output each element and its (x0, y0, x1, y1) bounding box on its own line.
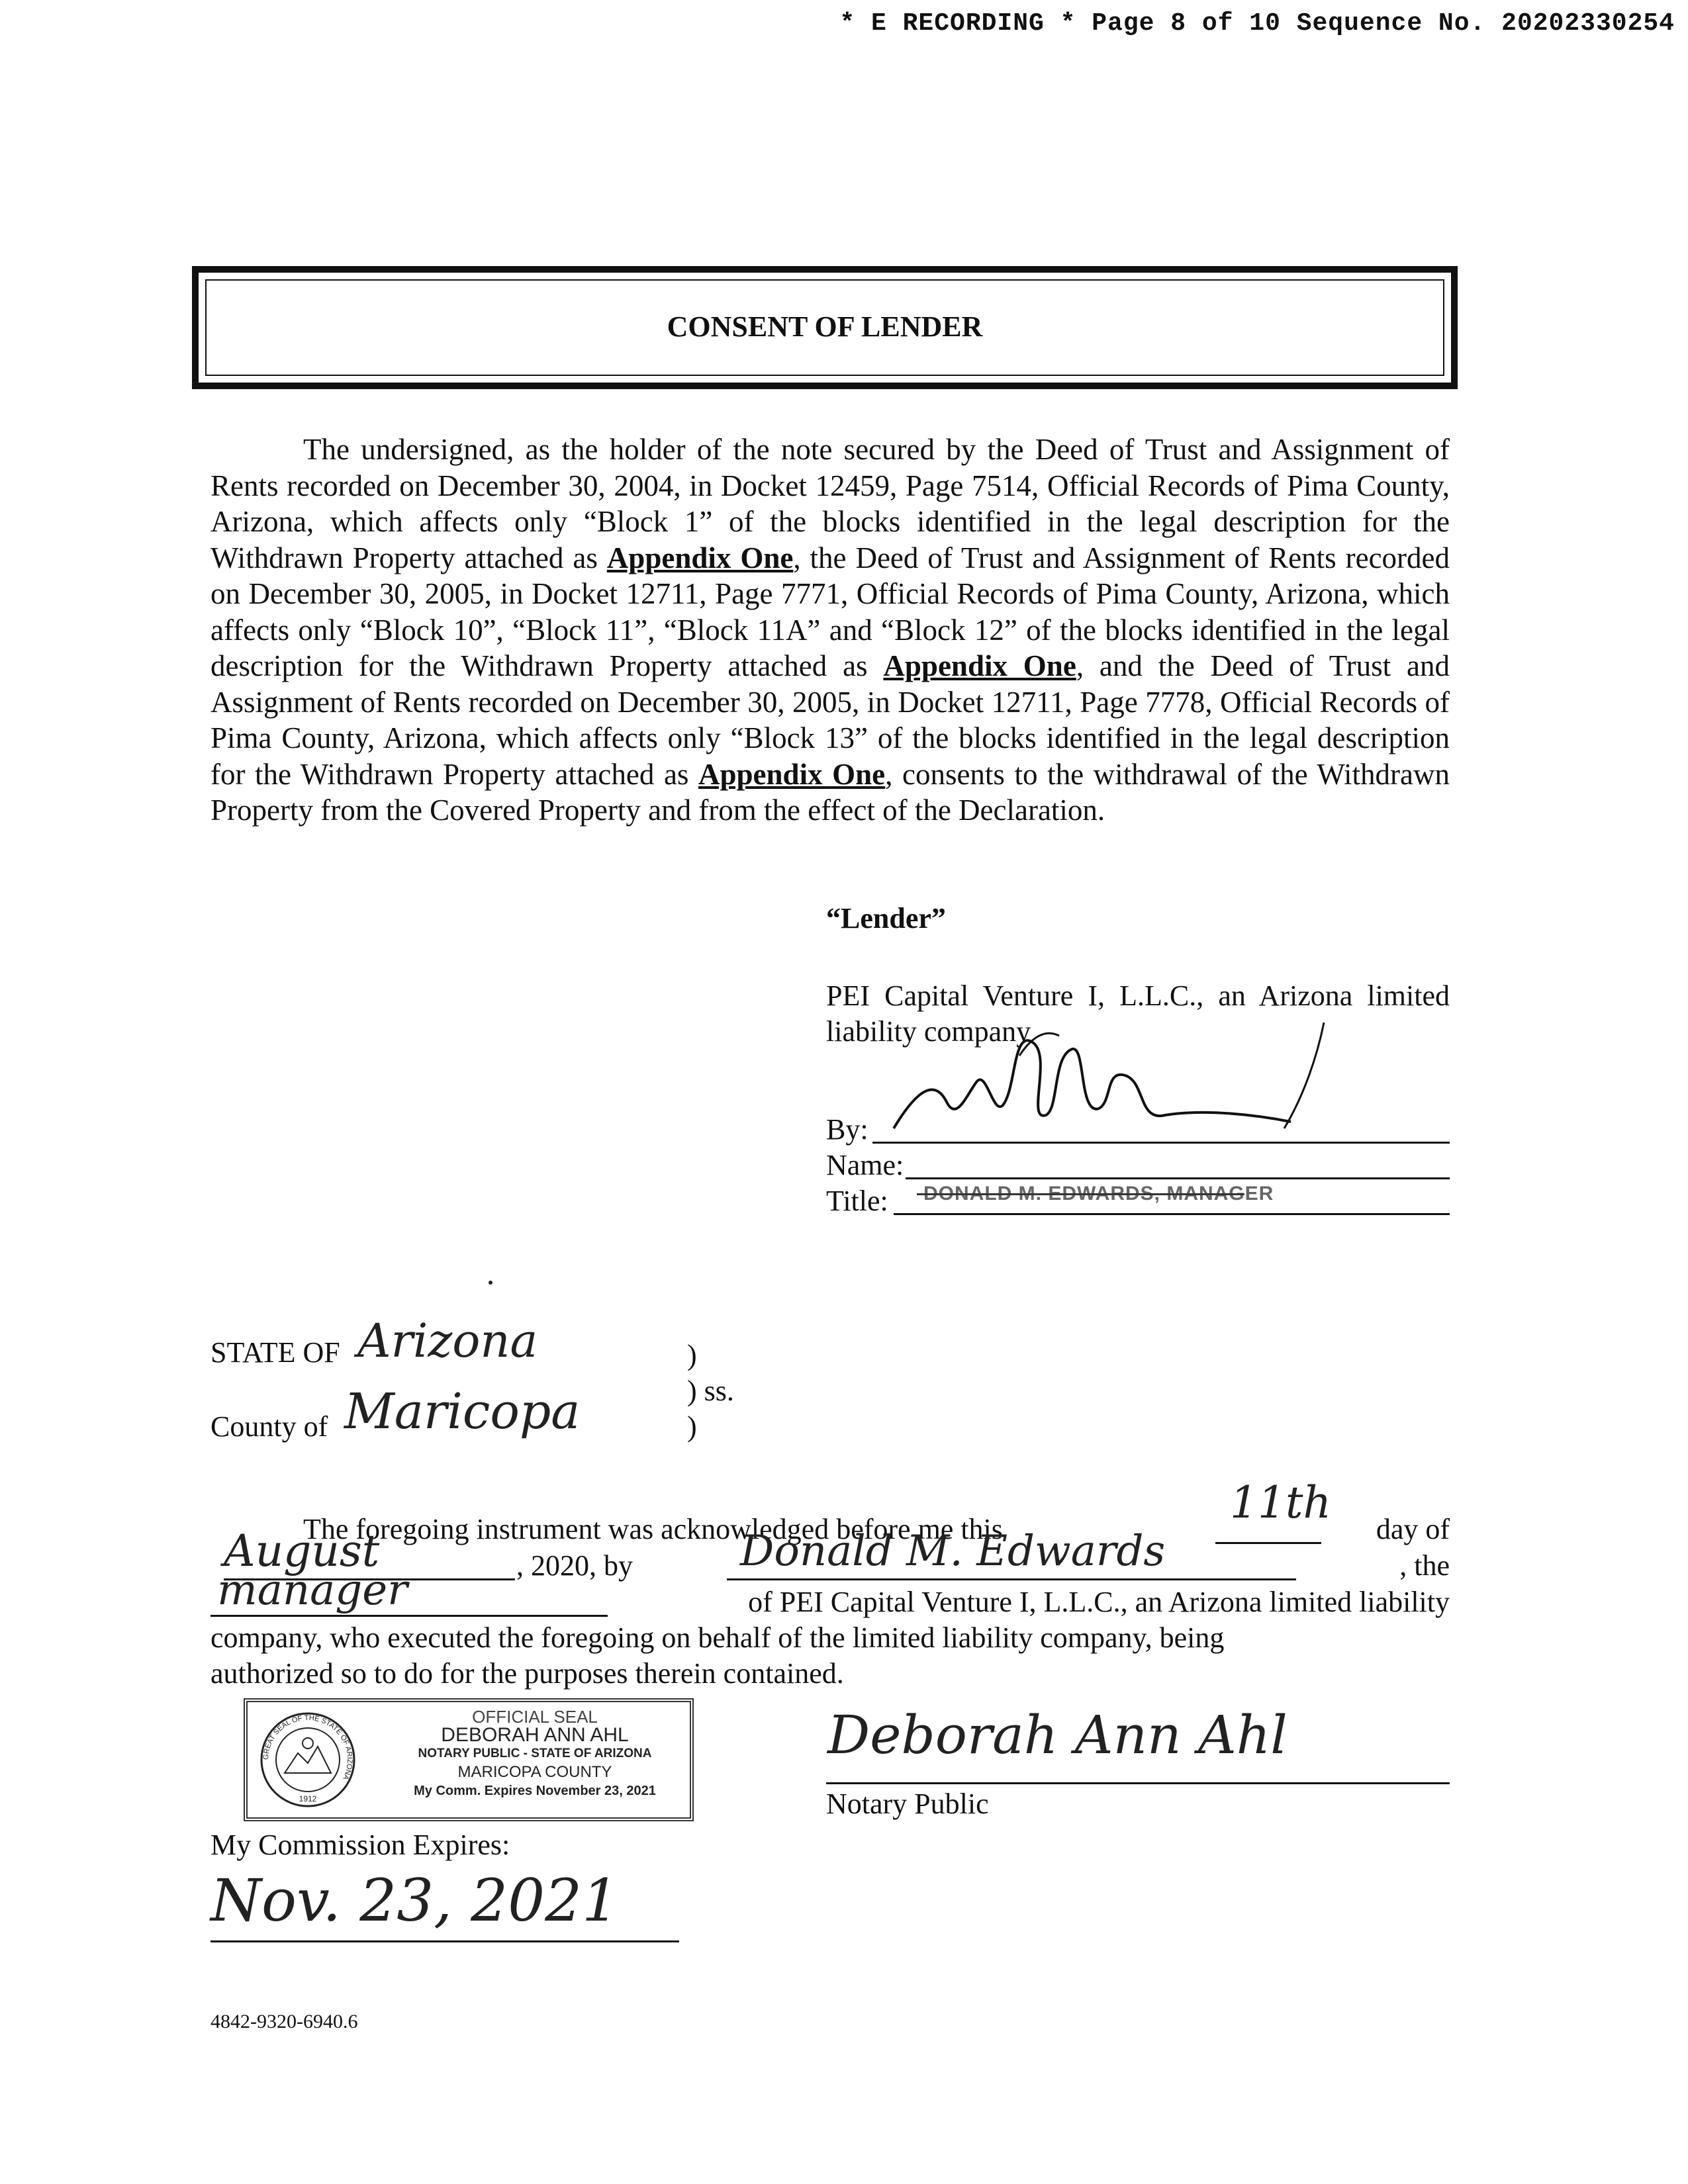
name-line (906, 1177, 1450, 1179)
seal-ring-text: GREAT SEAL OF THE STATE OF ARIZONA (261, 1713, 354, 1782)
venue-paren-1: ) (687, 1339, 697, 1371)
state-value: Arizona (357, 1314, 538, 1368)
commission-value: Nov. 23, 2021 (211, 1866, 620, 1934)
seal-line-2: DEBORAH ANN AHL (441, 1724, 629, 1746)
person-line (727, 1578, 1296, 1580)
name-label: Name: (826, 1149, 904, 1181)
role-line (211, 1615, 608, 1617)
seal-line-5: My Comm. Expires November 23, 2021 (414, 1784, 656, 1798)
county-label: County of (211, 1410, 328, 1443)
name-row (826, 1148, 1450, 1182)
stray-mark (489, 1281, 492, 1285)
ack-text-4: , the (1399, 1549, 1450, 1582)
lender-company: PEI Capital Venture I, L.L.C., an Arizona limited liability company (826, 979, 1450, 1048)
document-id: 4842-9320-6940.6 (211, 2011, 358, 2032)
day-line (1215, 1542, 1321, 1544)
document-title: CONSENT OF LENDER (667, 310, 983, 343)
para-part-1: The undersigned, as the holder of the note secured by the Deed of Trust and Assignment of Rents recorded on December 30, 2004, in Docket 12459, Page 7514, Official Records of Pima County, Arizona, which affects only “Block 1” of the blocks identified in the legal description for the Withdrawn Property attached as (211, 433, 1450, 574)
seal-text (387, 1707, 683, 1800)
county-value: Maricopa (344, 1383, 581, 1440)
notary-seal (244, 1698, 694, 1821)
arizona-state-seal-icon (258, 1710, 357, 1809)
role-value: manager (217, 1566, 408, 1615)
commission-line (211, 1940, 679, 1942)
by-row (826, 1112, 1450, 1146)
ack-text-1: The foregoing instrument was acknowledged before me this (303, 1513, 1003, 1545)
title-row (826, 1183, 1450, 1218)
title-line (894, 1213, 1450, 1215)
ack-text-2: day of (1376, 1513, 1450, 1545)
seal-year: 1912 (299, 1794, 317, 1803)
appendix-one-ref-1: Appendix One (606, 541, 794, 574)
appendix-one-ref-3: Appendix One (698, 757, 886, 791)
para-part-4: , consents to the withdrawal of the Withdrawn Property from the Covered Property and from the effect of the Declaration. (211, 757, 1450, 827)
consent-paragraph (211, 432, 1450, 829)
day-value: 11th (1230, 1477, 1332, 1528)
ack-text-5: of PEI Capital Venture I, L.L.C., an Arizona limited liability (748, 1586, 1450, 1618)
by-line (872, 1142, 1450, 1144)
svg-text:GREAT SEAL OF THE STATE OF ARI (262, 1714, 353, 1782)
state-label: STATE OF (211, 1336, 340, 1369)
para-part-2: , the Deed of Trust and Assignment of Rents recorded on December 30, 2005, in Docket 12711, Page 7771, Official Records of Pima County, Arizona, which affects only “Block 10”, “Block 11”, “Block 11A” and “Block 12” of the blocks identified in the legal description for the Withdrawn Property attached as (211, 541, 1450, 682)
seal-line-4: MARICOPA COUNTY (457, 1763, 612, 1781)
recording-header: * E RECORDING * Page 8 of 10 Sequence No. 20202330254 (839, 9, 1675, 38)
seal-line-1: OFFICIAL SEAL (472, 1707, 598, 1727)
stamped-name: DONALD M. EDWARDS, MANAGER (923, 1183, 1274, 1205)
appendix-one-ref-2: Appendix One (883, 649, 1076, 682)
ack-text-3: , 2020, by (516, 1549, 633, 1582)
notary-signature-line (826, 1782, 1450, 1784)
ack-line-4: company, who executed the foregoing on behalf of the limited liability company, being (211, 1621, 1225, 1654)
notary-signature: Deborah Ann Ahl (827, 1704, 1288, 1766)
month-value: August (224, 1525, 380, 1576)
by-label: By: (826, 1113, 868, 1146)
title-label: Title: (826, 1185, 888, 1217)
seal-line-3: NOTARY PUBLIC - STATE OF ARIZONA (418, 1747, 652, 1760)
commission-label: My Commission Expires: (211, 1829, 510, 1861)
ack-line-5: authorized so to do for the purposes therein contained. (211, 1657, 844, 1690)
venue-paren-3: ) (687, 1410, 697, 1443)
venue-ss: ) ss. (687, 1375, 734, 1407)
lender-label: “Lender” (826, 902, 946, 934)
para-part-3: , and the Deed of Trust and Assignment of Rents recorded on December 30, 2005, in Docket 12711, Page 7778, Official Records of Pima County, Arizona, which affects only “Block 13” of the blocks identified in the legal description for the Withdrawn Property attached as (211, 649, 1450, 791)
notary-label: Notary Public (826, 1788, 989, 1820)
person-value: Donald M. Edwards (740, 1527, 1166, 1576)
